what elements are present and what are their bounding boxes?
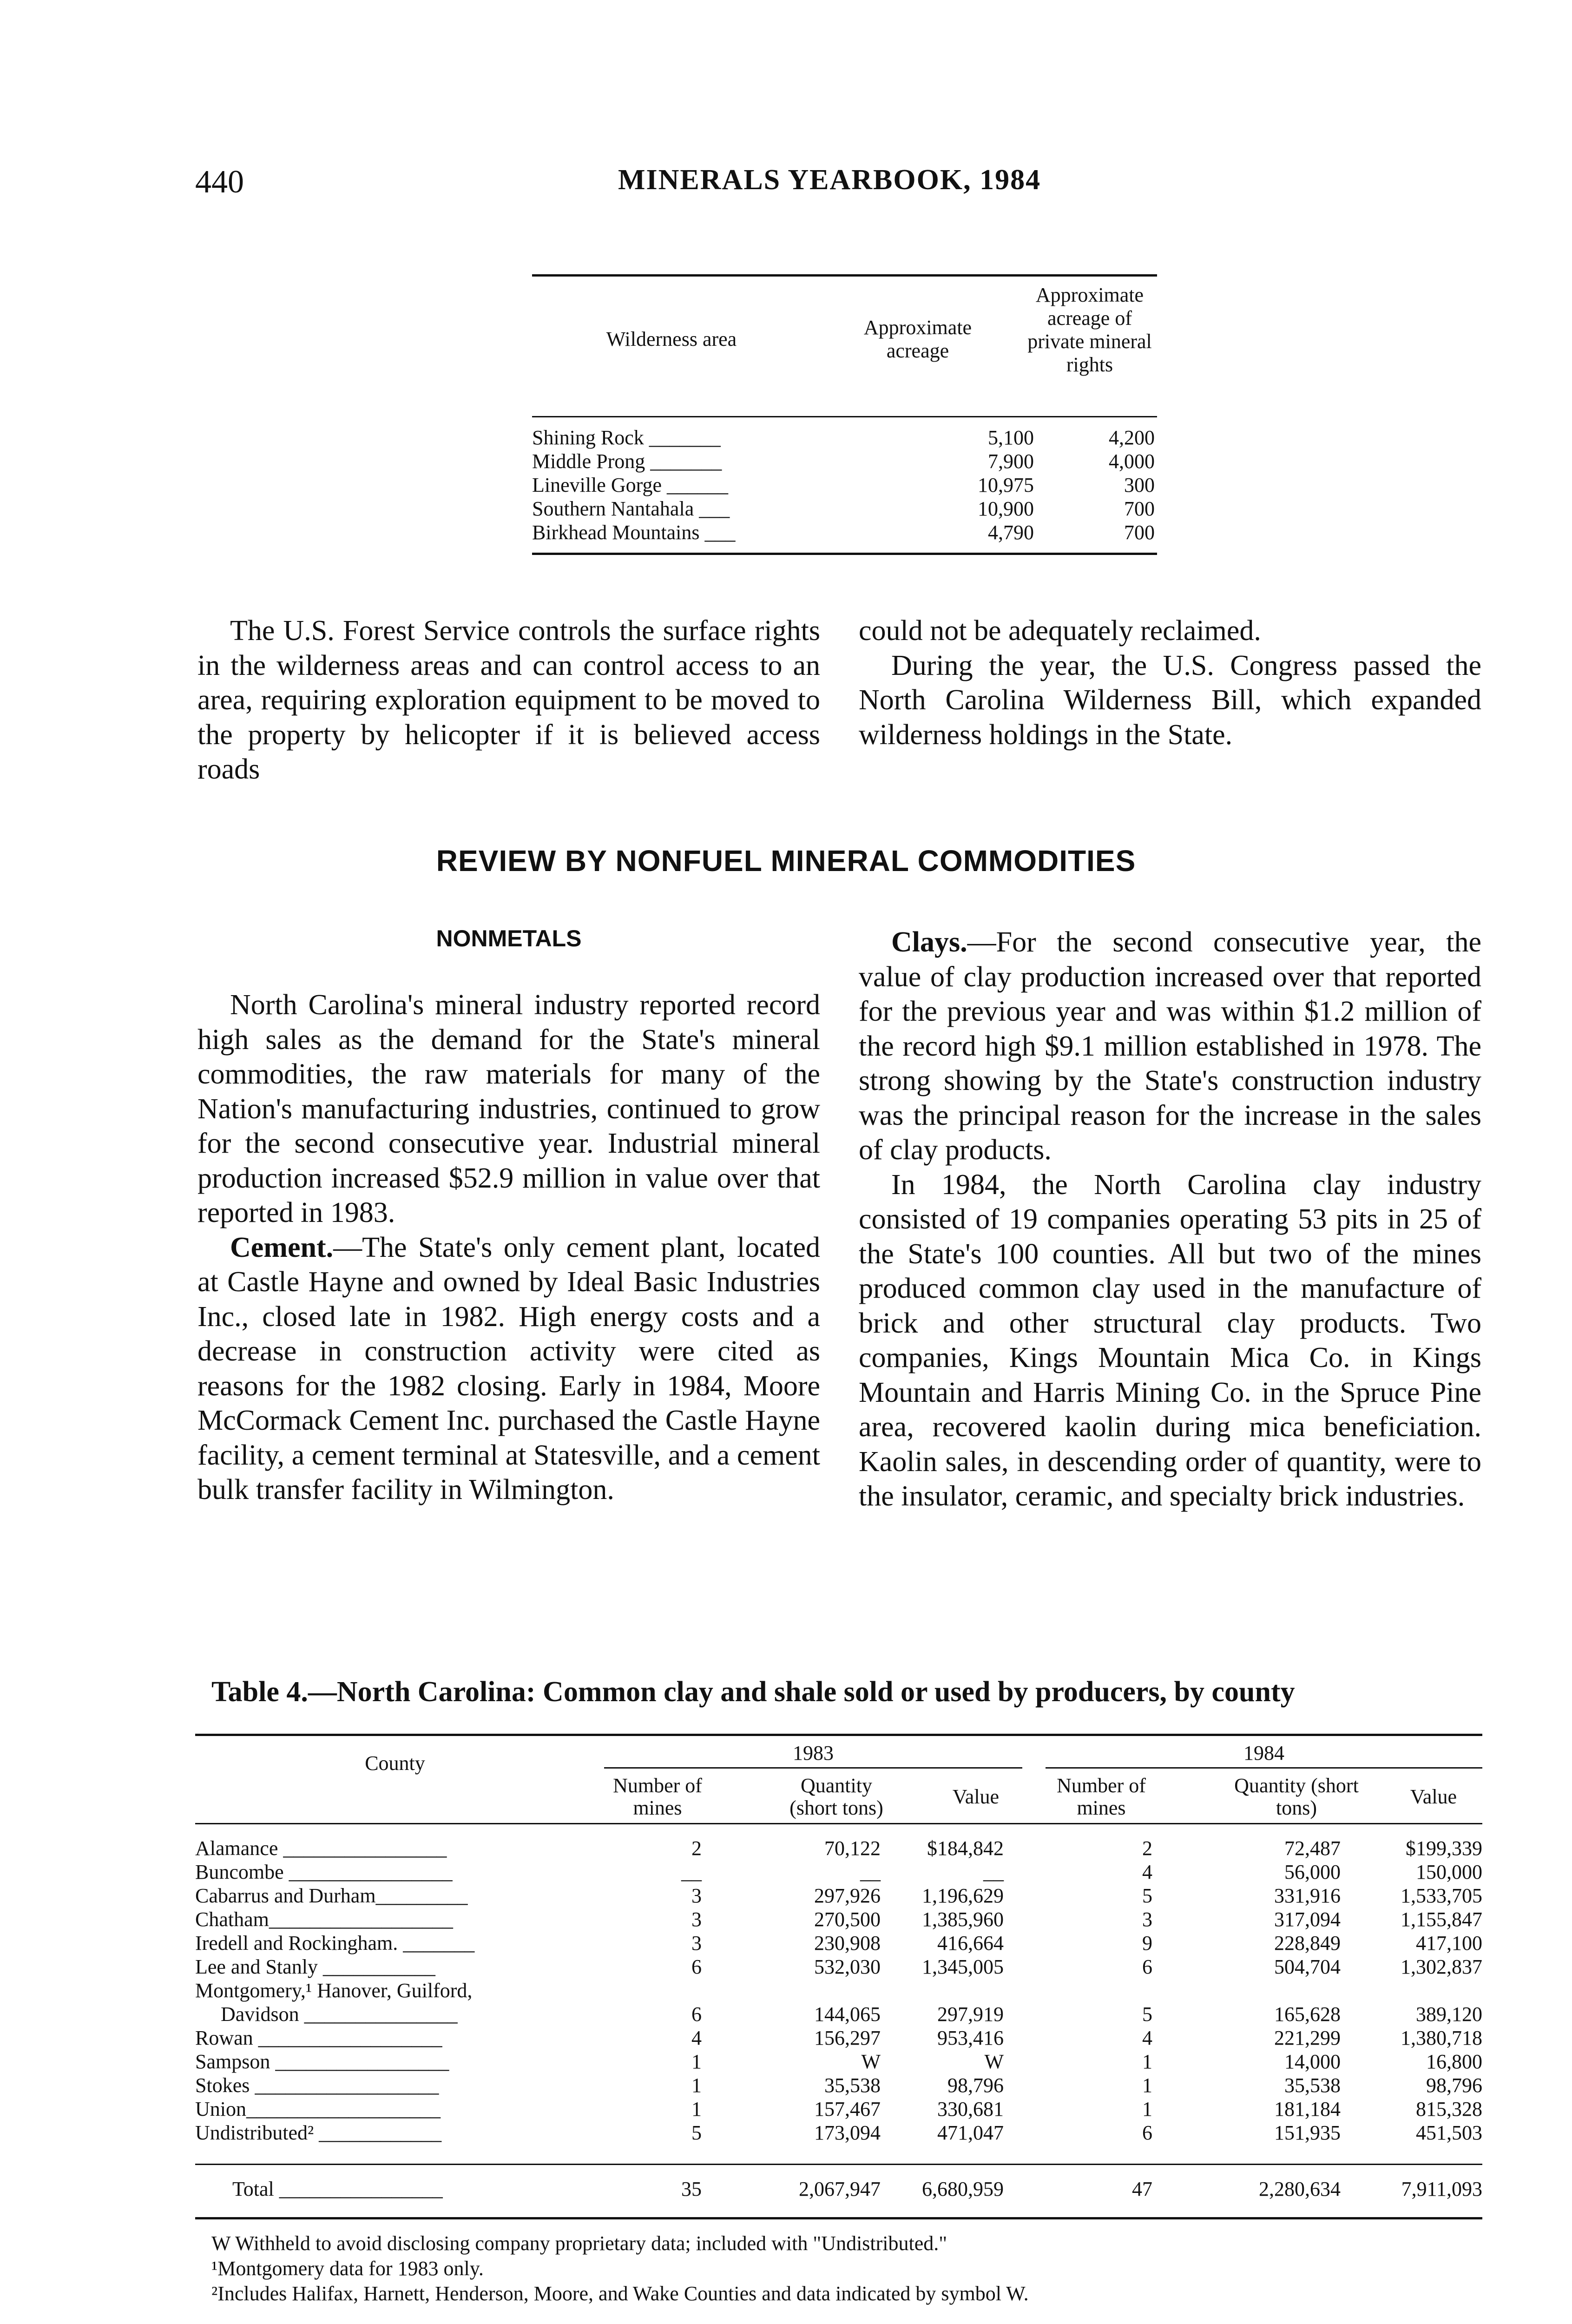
wilderness-table xyxy=(532,274,1157,555)
value-cell: 1,345,005 xyxy=(922,1955,1004,1978)
value-cell: 416,664 xyxy=(937,1932,1004,1954)
value-cell: 1 xyxy=(691,2098,702,2120)
clays-paragraph xyxy=(859,925,1481,1168)
value-cell: 317,094 xyxy=(1274,1908,1341,1931)
table-row xyxy=(532,497,1157,521)
table-row xyxy=(532,473,1157,497)
footnote: W Withheld to avoid disclosing company proprietary data; included with "Undistributed." xyxy=(211,2232,947,2255)
value-cell: 181,184 xyxy=(1274,2098,1341,2120)
table4-title: Table 4.—North Carolina: Common clay and shale sold or used by producers, by county xyxy=(211,1676,1295,1708)
table-row xyxy=(532,521,1157,544)
value-cell: 6,680,959 xyxy=(922,2178,1004,2200)
intro-continuation: could not be adequately reclaimed. xyxy=(859,615,1261,647)
cement-run-in-head: Cement. xyxy=(230,1231,334,1263)
county-cell: Iredell and Rockingham. _______ xyxy=(195,1932,475,1954)
table-row xyxy=(195,1908,1482,1931)
col-header-county: County xyxy=(365,1752,425,1775)
intro-paragraph-2: During the year, the U.S. Congress passed the North Carolina Wilderness Bill, which expanded wilderness holdings in the State. xyxy=(859,649,1481,751)
value-cell: 56,000 xyxy=(1284,1861,1341,1883)
table-bottom-rule xyxy=(532,553,1157,555)
value-cell: 1,385,960 xyxy=(922,1908,1004,1931)
value-cell: 2,067,947 xyxy=(799,2178,881,2200)
value-cell: W xyxy=(861,2050,881,2073)
value-cell: 35 xyxy=(681,2178,702,2200)
table-row xyxy=(532,426,1157,449)
wilderness-area-name: Birkhead Mountains ___ xyxy=(532,521,736,544)
value-cell: __ xyxy=(681,1861,702,1883)
intro-right-column xyxy=(859,614,1481,752)
value-cell: 4 xyxy=(1142,2027,1152,2049)
value-cell: 6 xyxy=(1142,1955,1152,1978)
section-title: REVIEW BY NONFUEL MINERAL COMMODITIES xyxy=(436,844,1136,878)
value-cell: 1 xyxy=(691,2050,702,2073)
table4-total-rule xyxy=(195,2164,1482,2165)
value-cell: 297,919 xyxy=(937,2003,1004,2026)
clays-text: —For the second consecutive year, the value of clay production increased over that reported for the previous year and was within $1.2 million of the record high $9.1 million established in 1978. The strong showing by the State's construction industry was the principal reason for the increase in the sales of clay products. xyxy=(859,926,1481,1166)
county-cell: Total ________________ xyxy=(232,2178,443,2200)
group-rule-1984 xyxy=(1046,1767,1482,1769)
value-cell: W xyxy=(984,2050,1004,2073)
value-cell: __ xyxy=(860,1861,881,1883)
value-cell: $199,339 xyxy=(1406,1837,1482,1860)
value-cell: 1,196,629 xyxy=(922,1884,1004,1907)
table4-top-rule xyxy=(195,1734,1482,1736)
col-header-1984: 1984 xyxy=(1243,1742,1284,1764)
table-row xyxy=(195,1932,1482,1955)
value-cell: 1 xyxy=(1142,2098,1152,2120)
acreage-cell: 10,975 xyxy=(978,474,1034,496)
county-cell: Chatham__________________ xyxy=(195,1908,453,1931)
county-cell: Montgomery,¹ Hanover, Guilford, xyxy=(195,1979,473,2002)
acreage-cell: 10,900 xyxy=(978,497,1034,520)
county-cell: Alamance ________________ xyxy=(195,1837,447,1860)
value-cell: 2,280,634 xyxy=(1259,2178,1341,2200)
value-cell: $184,842 xyxy=(927,1837,1004,1860)
col-header-quantity-1984: Quantity (short tons) xyxy=(1234,1774,1359,1819)
clays-run-in-head: Clays. xyxy=(891,926,967,958)
value-cell: 98,796 xyxy=(947,2074,1004,2097)
subsection-title: NONMETALS xyxy=(436,925,582,951)
county-cell: Union___________________ xyxy=(195,2098,441,2120)
private-rights-cell: 4,000 xyxy=(1109,450,1155,473)
county-cell: Lee and Stanly ___________ xyxy=(195,1955,435,1978)
intro-paragraph: The U.S. Forest Service controls the surface rights in the wilderness areas and can control access to an area, requiring exploration equipment to be moved to the property by helicopter if it is believed access roads xyxy=(197,615,820,785)
table-row xyxy=(195,2074,1482,2097)
wilderness-area-name: Middle Prong _______ xyxy=(532,450,722,473)
value-cell: 1,302,837 xyxy=(1401,1955,1482,1978)
value-cell: 157,467 xyxy=(814,2098,881,2120)
wilderness-area-name: Shining Rock _______ xyxy=(532,426,721,449)
running-title: MINERALS YEARBOOK, 1984 xyxy=(618,164,1041,196)
col-header-mines-1983: Number of mines xyxy=(613,1774,702,1819)
col-header-quantity-1983: Quantity (short tons) xyxy=(789,1774,883,1819)
wilderness-table-header xyxy=(532,277,1157,416)
acreage-cell: 7,900 xyxy=(988,450,1034,473)
value-cell: 6 xyxy=(691,2003,702,2026)
acreage-cell: 4,790 xyxy=(988,521,1034,544)
value-cell: 331,916 xyxy=(1274,1884,1341,1907)
value-cell: 2 xyxy=(691,1837,702,1860)
private-rights-cell: 700 xyxy=(1124,497,1155,520)
table-row xyxy=(195,2098,1482,2121)
table4-footnotes xyxy=(211,2231,1466,2306)
table-row xyxy=(195,1955,1482,1979)
cement-paragraph xyxy=(197,1230,820,1507)
table-row xyxy=(195,1861,1482,1884)
value-cell: 4 xyxy=(1142,1861,1152,1883)
value-cell: 150,000 xyxy=(1416,1861,1482,1883)
value-cell: 471,047 xyxy=(937,2121,1004,2144)
value-cell: 165,628 xyxy=(1274,2003,1341,2026)
private-rights-cell: 300 xyxy=(1124,474,1155,496)
table-row xyxy=(195,1979,1482,2002)
value-cell: 16,800 xyxy=(1426,2050,1482,2073)
county-cell: Cabarrus and Durham_________ xyxy=(195,1884,468,1907)
county-cell: Davidson _______________ xyxy=(221,2003,458,2026)
intro-left-column xyxy=(197,614,820,787)
value-cell: 6 xyxy=(691,1955,702,1978)
value-cell: 953,416 xyxy=(937,2027,1004,2049)
value-cell: 5 xyxy=(1142,2003,1152,2026)
value-cell: 173,094 xyxy=(814,2121,881,2144)
col-header-mines-1984: Number of mines xyxy=(1057,1774,1146,1819)
table-row xyxy=(195,1837,1482,1860)
table-row xyxy=(195,2050,1482,2073)
value-cell: 35,538 xyxy=(824,2074,881,2097)
value-cell: 47 xyxy=(1132,2178,1152,2200)
value-cell: 532,030 xyxy=(814,1955,881,1978)
footnote: ²Includes Halifax, Harnett, Henderson, Moore, and Wake Counties and data indicated by symbol W. xyxy=(211,2282,1029,2305)
value-cell: 70,122 xyxy=(824,1837,881,1860)
col-header-acreage: Approximate acreage xyxy=(863,316,972,362)
group-rule-1983 xyxy=(604,1767,1022,1769)
acreage-cell: 5,100 xyxy=(988,426,1034,449)
value-cell: 151,935 xyxy=(1274,2121,1341,2144)
value-cell: 1,380,718 xyxy=(1401,2027,1482,2049)
col-header-value-1983: Value xyxy=(952,1785,1000,1808)
value-cell: 1,533,705 xyxy=(1401,1884,1482,1907)
col-header-private-rights: Approximate acreage of private mineral rights xyxy=(1027,284,1152,376)
table-row xyxy=(195,2121,1482,2145)
value-cell: 14,000 xyxy=(1284,2050,1341,2073)
value-cell: 4 xyxy=(691,2027,702,2049)
table4-header-rule xyxy=(195,1823,1482,1824)
value-cell: 228,849 xyxy=(1274,1932,1341,1954)
value-cell: 3 xyxy=(691,1884,702,1907)
value-cell: 330,681 xyxy=(937,2098,1004,2120)
value-cell: 417,100 xyxy=(1416,1932,1482,1954)
value-cell: 3 xyxy=(1142,1908,1152,1931)
value-cell: 35,538 xyxy=(1284,2074,1341,2097)
page-number: 440 xyxy=(195,164,244,200)
private-rights-cell: 4,200 xyxy=(1109,426,1155,449)
table-row xyxy=(195,2027,1482,2050)
value-cell: 7,911,093 xyxy=(1401,2178,1482,2200)
private-rights-cell: 700 xyxy=(1124,521,1155,544)
value-cell: 98,796 xyxy=(1426,2074,1482,2097)
wilderness-area-name: Southern Nantahala ___ xyxy=(532,497,730,520)
value-cell: 156,297 xyxy=(814,2027,881,2049)
value-cell: 1 xyxy=(1142,2050,1152,2073)
value-cell: 72,487 xyxy=(1284,1837,1341,1860)
value-cell: 3 xyxy=(691,1932,702,1954)
county-cell: Undistributed² ____________ xyxy=(195,2121,442,2144)
county-cell: Stokes __________________ xyxy=(195,2074,439,2097)
table-row xyxy=(195,2178,1482,2201)
county-cell: Sampson _________________ xyxy=(195,2050,449,2073)
col-header-area: Wilderness area xyxy=(606,328,737,350)
nonmetals-paragraph: North Carolina's mineral industry reported record high sales as the demand for the State's mineral commodities, the raw materials for many of the Nation's manufacturing industries, continued to grow for the second consecutive year. Industrial mineral production increased $52.9 million in value over that reported in 1983. xyxy=(197,989,820,1228)
value-cell: 5 xyxy=(1142,1884,1152,1907)
nonmetals-left-column xyxy=(197,988,820,1507)
county-cell: Rowan __________________ xyxy=(195,2027,442,2049)
value-cell: 504,704 xyxy=(1274,1955,1341,1978)
value-cell: 144,065 xyxy=(814,2003,881,2026)
value-cell: 451,503 xyxy=(1416,2121,1482,2144)
value-cell: 1 xyxy=(1142,2074,1152,2097)
col-header-value-1984: Value xyxy=(1410,1785,1457,1808)
wilderness-table-body xyxy=(532,417,1157,553)
table-row xyxy=(195,2003,1482,2026)
value-cell: 230,908 xyxy=(814,1932,881,1954)
clays-paragraph-2: In 1984, the North Carolina clay industry consisted of 19 companies operating 53 pits in 25 of the State's 100 counties. All but two of the mines produced common clay used in the manufacture of brick and other structural clay products. Two companies, Kings Mountain Mica Co. in Kings Mountain and Harris Mining Co. in the Spruce Pine area, recovered kaolin during mica beneficiation. Kaolin sales, in descending order of quantity, were to the insulator, ceramic, and specialty brick industries. xyxy=(859,1169,1481,1512)
value-cell: 2 xyxy=(1142,1837,1152,1860)
county-cell: Buncombe ________________ xyxy=(195,1861,453,1883)
value-cell: 221,299 xyxy=(1274,2027,1341,2049)
col-header-1983: 1983 xyxy=(793,1742,834,1764)
value-cell: 5 xyxy=(691,2121,702,2144)
footnote: ¹Montgomery data for 1983 only. xyxy=(211,2257,484,2280)
table4-bottom-rule xyxy=(195,2217,1482,2219)
value-cell: 3 xyxy=(691,1908,702,1931)
table-row xyxy=(532,449,1157,473)
value-cell: 6 xyxy=(1142,2121,1152,2144)
table4 xyxy=(195,1734,1482,2226)
value-cell: 297,926 xyxy=(814,1884,881,1907)
value-cell: 9 xyxy=(1142,1932,1152,1954)
value-cell: 1,155,847 xyxy=(1401,1908,1482,1931)
value-cell: 270,500 xyxy=(814,1908,881,1931)
cement-text: —The State's only cement plant, located at Castle Hayne and owned by Ideal Basic Industries Inc., closed late in 1982. High energy costs and a decrease in construction activity were cited as reasons for the 1982 closing. Early in 1984, Moore McCormack Cement Inc. purchased the Castle Hayne facility, a cement terminal at Statesville, and a cement bulk transfer facility in Wilmington. xyxy=(197,1231,820,1505)
table-row xyxy=(195,1884,1482,1908)
value-cell: 1 xyxy=(691,2074,702,2097)
wilderness-area-name: Lineville Gorge ______ xyxy=(532,474,728,496)
value-cell: __ xyxy=(983,1861,1004,1883)
value-cell: 389,120 xyxy=(1416,2003,1482,2026)
nonmetals-right-column xyxy=(859,925,1481,1514)
value-cell: 815,328 xyxy=(1416,2098,1482,2120)
